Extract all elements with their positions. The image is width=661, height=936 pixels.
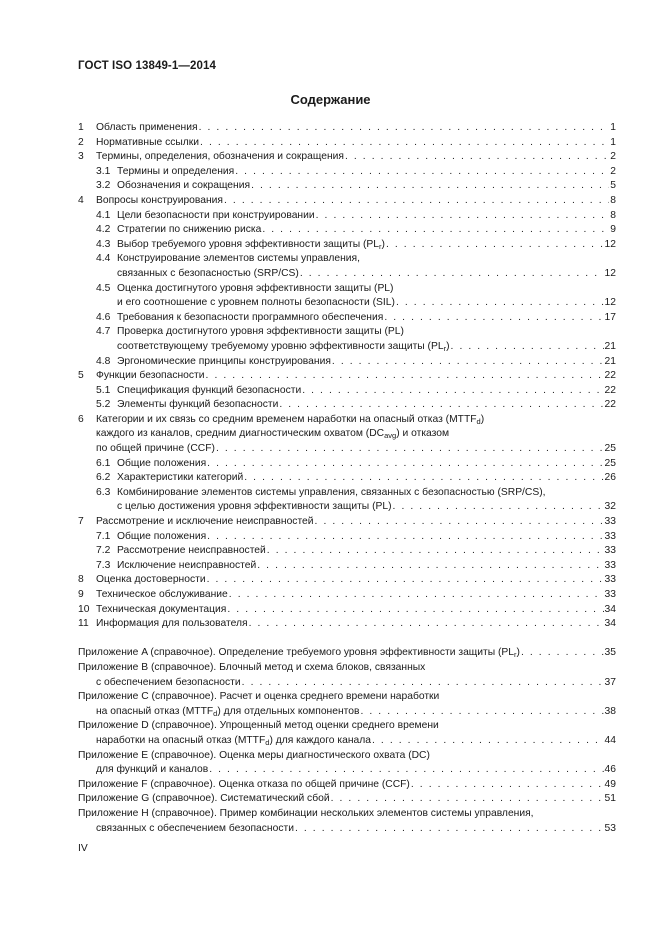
toc-entry-4-2[interactable] <box>78 223 616 238</box>
dot-leader <box>393 500 604 515</box>
dot-leader <box>244 471 603 486</box>
toc-title: Техническая документация <box>96 603 227 615</box>
toc-title: Рассмотрение неисправностей <box>117 545 266 557</box>
dot-leader <box>316 209 610 224</box>
toc-page: 38 <box>604 705 616 717</box>
toc-appendix-h-cont[interactable] <box>78 822 616 837</box>
toc-number: 11 <box>78 618 89 630</box>
dot-leader <box>345 150 609 165</box>
toc-title: Приложение B (справочное). Блочный метод и схема блоков, связанных <box>78 661 426 673</box>
toc-page: 22 <box>604 399 616 411</box>
dot-leader <box>229 588 604 603</box>
toc-number: 4.5 <box>96 282 111 294</box>
toc-number: 5.1 <box>96 384 111 396</box>
toc-title: Элементы функций безопасности <box>117 399 279 411</box>
dot-leader <box>360 705 603 720</box>
toc-appendix-e-cont[interactable] <box>78 763 616 778</box>
dot-leader <box>451 340 604 355</box>
toc-page: 33 <box>604 530 616 542</box>
toc-number: 5.2 <box>96 399 111 411</box>
toc-number: 1 <box>78 122 84 133</box>
toc-appendix-d-cont[interactable] <box>78 734 616 749</box>
toc-page: 35 <box>604 647 616 659</box>
dot-leader <box>300 267 604 282</box>
toc-title: Вопросы конструирования <box>96 194 223 206</box>
toc-entry-3-2[interactable] <box>78 179 616 194</box>
dot-leader <box>267 544 604 559</box>
dot-leader <box>396 296 604 311</box>
toc-entry-4-5-cont[interactable] <box>78 296 616 311</box>
toc-title: Выбор требуемого уровня эффективности защиты $(PL_r)$ <box>117 238 385 251</box>
toc-number: 9 <box>78 589 84 600</box>
toc-title: Приложение F (справочное). Оценка отказа по общей причине (CCF) <box>78 778 410 790</box>
toc-title: Цели безопасности при конструировании <box>117 209 315 221</box>
toc-title: Приложение C (справочное). Расчет и оценка среднего времени наработки <box>78 691 440 703</box>
table-of-contents <box>78 121 616 836</box>
toc-entry-6-cont-a[interactable] <box>78 427 616 442</box>
toc-title: Информация для пользователя <box>96 618 248 630</box>
dot-leader <box>251 179 609 194</box>
toc-number: 7.1 <box>96 530 111 542</box>
toc-page: 12 <box>604 297 616 309</box>
toc-number: 7.2 <box>96 545 111 557</box>
toc-title-cont: для функций и каналов <box>96 764 209 776</box>
toc-title: Нормативные ссылки <box>96 136 200 148</box>
toc-title: Приложение D (справочное). Упрощенный метод оценки среднего времени <box>78 720 439 732</box>
toc-title: Проверка достигнутого уровня эффективности защиты (PL) <box>117 326 404 338</box>
dot-leader <box>302 384 603 399</box>
toc-page: 5 <box>610 180 616 192</box>
toc-page: 33 <box>604 559 616 571</box>
toc-title-cont: с обеспечением безопасности <box>96 676 241 688</box>
dot-leader <box>262 223 609 238</box>
toc-number: 6.3 <box>96 486 111 498</box>
toc-page: 21 <box>604 355 616 367</box>
toc-page: 33 <box>604 574 616 586</box>
dot-leader <box>384 311 603 326</box>
toc-title: Стратегии по снижению риска <box>117 224 262 236</box>
toc-appendix-a[interactable] <box>78 646 616 661</box>
toc-title-cont: соответствующему требуемому уровню эффективности защиты $(PL_r)$ <box>117 340 450 353</box>
toc-appendix-c[interactable] <box>78 690 616 705</box>
toc-title: Общие положения <box>117 457 207 469</box>
dot-leader <box>199 121 610 136</box>
dot-leader <box>279 398 603 413</box>
toc-entry-4-5[interactable] <box>78 282 616 297</box>
toc-appendix-b[interactable] <box>78 661 616 676</box>
toc-title: Исключение неисправностей <box>117 559 257 571</box>
dot-leader <box>331 792 604 807</box>
toc-number: 4.6 <box>96 311 111 323</box>
dot-leader <box>332 355 604 370</box>
toc-entry-5-2[interactable] <box>78 398 616 413</box>
dot-leader <box>315 515 604 530</box>
dot-leader <box>521 646 604 661</box>
toc-entry-11[interactable] <box>78 617 616 632</box>
toc-entry-4-6[interactable] <box>78 311 616 326</box>
toc-page: 22 <box>604 384 616 396</box>
toc-title: Приложение H (справочное). Пример комбинации нескольких элементов системы управления, <box>78 807 534 819</box>
toc-page: 25 <box>604 457 616 469</box>
toc-entry-3-1[interactable] <box>78 165 616 180</box>
toc-page: 1 <box>610 136 616 148</box>
toc-appendix-b-cont[interactable] <box>78 676 616 691</box>
dot-leader <box>207 573 604 588</box>
toc-appendix-g[interactable] <box>78 792 616 807</box>
toc-entry-7-2[interactable] <box>78 544 616 559</box>
toc-entry-1[interactable] <box>78 121 616 136</box>
toc-page: 17 <box>604 311 616 323</box>
toc-title: Категории и их связь со средним временем наработки на опасный отказ $(MTTF_d)$ <box>96 413 485 426</box>
toc-title: Эргономические принципы конструирования <box>117 355 331 367</box>
toc-page: 12 <box>604 238 616 250</box>
toc-appendix-d[interactable] <box>78 719 616 734</box>
dot-leader <box>386 238 604 253</box>
dot-leader <box>242 676 604 691</box>
toc-entry-4-3[interactable] <box>78 238 616 253</box>
toc-page: 44 <box>604 734 616 746</box>
toc-number: 6.2 <box>96 472 111 484</box>
section-gap <box>78 632 616 647</box>
toc-entry-9[interactable] <box>78 588 616 603</box>
toc-page: 53 <box>604 822 616 834</box>
page-title: Содержание <box>290 92 371 107</box>
toc-entry-7-3[interactable] <box>78 559 616 574</box>
toc-page: 25 <box>604 443 616 455</box>
toc-number: 8 <box>78 574 84 586</box>
toc-title-cont: и его соотношение с уровнем полноты безопасности (SIL) <box>117 297 395 309</box>
toc-entry-3[interactable] <box>78 150 616 165</box>
toc-title: Обозначения и сокращения <box>117 180 251 192</box>
toc-entry-6-3[interactable] <box>78 486 616 501</box>
toc-page: 9 <box>610 224 616 236</box>
toc-number: 3.2 <box>96 180 111 192</box>
toc-title-cont: каждого из каналов, средним диагностическим охватом $(DC_{avg})$ и отказом <box>96 428 450 441</box>
toc-title-cont: связанных с безопасностью (SRP/CS) <box>117 267 299 279</box>
toc-entry-4-1[interactable] <box>78 209 616 224</box>
toc-page: 2 <box>610 151 616 163</box>
dot-leader <box>216 442 604 457</box>
toc-page: 37 <box>604 676 616 688</box>
toc-entry-5[interactable] <box>78 369 616 384</box>
toc-appendix-f[interactable] <box>78 778 616 793</box>
toc-appendix-e[interactable] <box>78 749 616 764</box>
toc-entry-4-4[interactable] <box>78 252 616 267</box>
dot-leader <box>235 165 609 180</box>
toc-title: Характеристики категорий <box>117 472 244 484</box>
toc-entry-8[interactable] <box>78 573 616 588</box>
toc-entry-4-7-cont[interactable] <box>78 340 616 355</box>
toc-number: 6.1 <box>96 457 111 469</box>
toc-title: Оценка достоверности <box>96 574 206 586</box>
toc-number: 4 <box>78 194 84 206</box>
toc-page: 32 <box>604 501 616 513</box>
toc-page: 26 <box>604 472 616 484</box>
toc-entry-4-4-cont[interactable] <box>78 267 616 282</box>
toc-page: 34 <box>604 618 616 630</box>
toc-number: 10 <box>78 603 90 615</box>
toc-page: 33 <box>604 589 616 600</box>
toc-entry-7[interactable] <box>78 515 616 530</box>
toc-title: Комбинирование элементов системы управления, связанных с безопасностью (SRP/CS), <box>117 486 546 498</box>
toc-page: 34 <box>604 603 616 615</box>
toc-title: Общие положения <box>117 530 207 542</box>
toc-entry-6[interactable] <box>78 413 616 428</box>
toc-page: 8 <box>610 194 616 206</box>
dot-leader <box>209 763 603 778</box>
toc-number: 7 <box>78 516 84 528</box>
toc-entry-6-2[interactable] <box>78 471 616 486</box>
toc-page: 46 <box>604 764 616 776</box>
dot-leader <box>207 530 603 545</box>
toc-page: 8 <box>610 209 616 221</box>
toc-page: 33 <box>604 516 616 528</box>
dot-leader <box>249 617 604 632</box>
dot-leader <box>227 603 603 618</box>
toc-title: Рассмотрение и исключение неисправностей <box>96 516 314 528</box>
toc-title: Конструирование элементов системы управления, <box>117 253 360 265</box>
page-number: IV <box>78 843 88 854</box>
toc-title-cont: на опасный отказ $(MTTF_d)$ для отдельных компонентов <box>96 705 360 718</box>
toc-page: 33 <box>604 545 616 557</box>
toc-entry-6-3-cont[interactable] <box>78 500 616 515</box>
dot-leader <box>295 822 604 837</box>
toc-number: 2 <box>78 136 84 148</box>
toc-entry-10[interactable] <box>78 603 616 618</box>
toc-title: Термины, определения, обозначения и сокращения <box>96 151 344 163</box>
dot-leader <box>372 734 604 749</box>
dot-leader <box>224 194 609 209</box>
toc-page: 51 <box>604 793 616 805</box>
toc-entry-4[interactable] <box>78 194 616 209</box>
toc-page: 12 <box>604 267 616 279</box>
toc-number: 4.3 <box>96 238 111 250</box>
toc-title: Оценка достигнутого уровня эффективности защиты (PL) <box>117 282 394 294</box>
toc-page: 22 <box>604 370 616 382</box>
dot-leader <box>200 136 609 151</box>
document-id: ГОСТ ISO 13849-1—2014 <box>78 60 216 72</box>
toc-appendix-c-cont[interactable] <box>78 705 616 720</box>
toc-entry-5-1[interactable] <box>78 384 616 399</box>
toc-title-cont: с целью достижения уровня эффективности защиты (PL) <box>117 501 392 513</box>
toc-entry-7-1[interactable] <box>78 530 616 545</box>
toc-page: 1 <box>610 122 616 133</box>
toc-number: 4.1 <box>96 209 111 221</box>
toc-appendix-h[interactable] <box>78 807 616 822</box>
toc-number: 6 <box>78 413 84 425</box>
toc-number: 4.8 <box>96 355 111 367</box>
toc-title: Требования к безопасности программного обеспечения <box>117 311 384 323</box>
toc-title: Техническое обслуживание <box>96 589 228 600</box>
toc-title: Приложение A (справочное). Определение требуемого уровня эффективности защиты $(PL_r)$ <box>78 647 520 660</box>
toc-title: Приложение G (справочное). Систематический сбой <box>78 793 330 805</box>
toc-number: 7.3 <box>96 559 111 571</box>
dot-leader <box>257 559 603 574</box>
toc-title-cont: наработки на опасный отказ $(MTTF_d)$ для каждого канала <box>96 734 371 747</box>
dot-leader <box>411 778 604 793</box>
dot-leader <box>206 369 604 384</box>
toc-number: 3 <box>78 151 84 163</box>
toc-number: 4.2 <box>96 224 111 236</box>
toc-number: 4.4 <box>96 253 111 265</box>
toc-number: 3.1 <box>96 165 111 177</box>
toc-title-cont: связанных с обеспечением безопасности <box>96 822 294 834</box>
toc-number: 4.7 <box>96 326 111 338</box>
toc-entry-6-1[interactable] <box>78 457 616 472</box>
toc-page: 21 <box>604 340 616 352</box>
toc-title: Термины и определения <box>117 165 235 177</box>
toc-number: 5 <box>78 370 84 382</box>
toc-title: Спецификация функций безопасности <box>117 384 302 396</box>
toc-entry-2[interactable] <box>78 136 616 151</box>
toc-title: Приложение E (справочное). Оценка меры диагностического охвата (DC) <box>78 749 430 761</box>
toc-title-cont: по общей причине (CCF) <box>96 443 215 455</box>
toc-page: 2 <box>610 165 616 177</box>
toc-title: Область применения <box>96 122 198 133</box>
toc-title: Функции безопасности <box>96 370 205 382</box>
toc-page: 49 <box>604 778 616 790</box>
dot-leader <box>207 457 603 472</box>
toc-entry-6-cont-b[interactable] <box>78 442 616 457</box>
toc-entry-4-8[interactable] <box>78 355 616 370</box>
toc-entry-4-7[interactable] <box>78 325 616 340</box>
